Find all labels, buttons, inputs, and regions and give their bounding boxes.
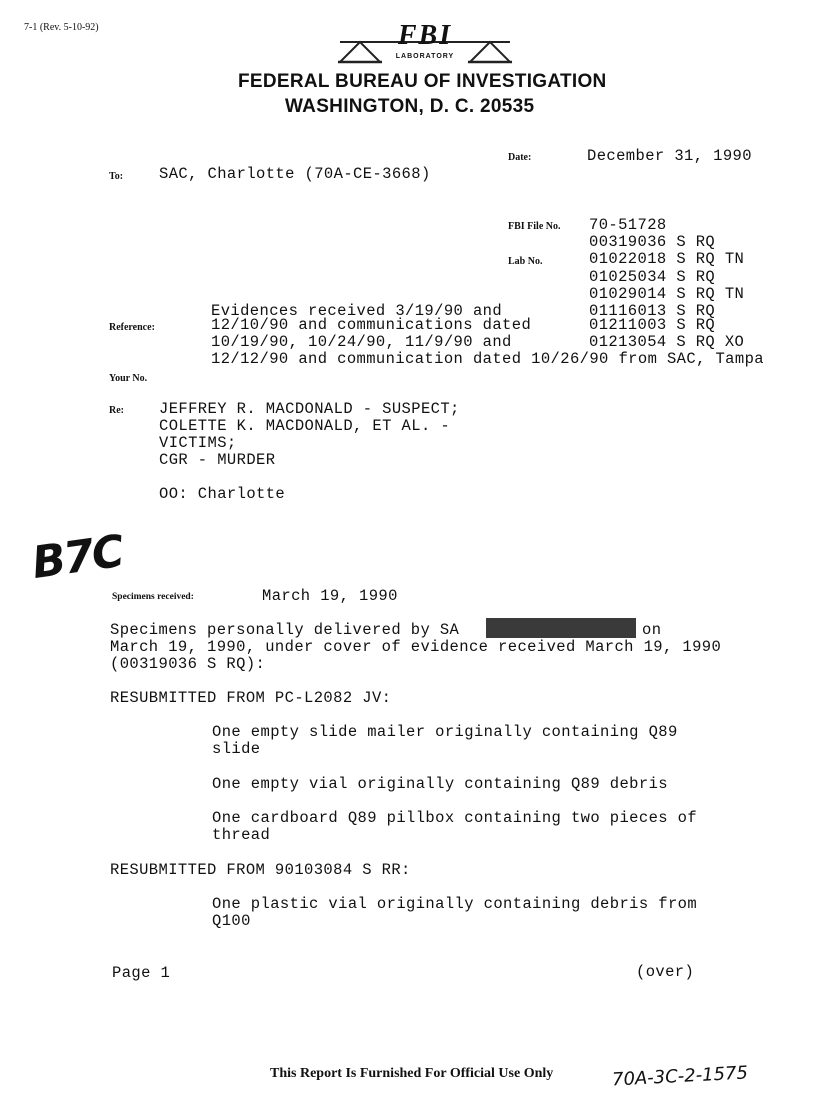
specimens-paragraph-line: March 19, 1990, under cover of evidence received March 19, 1990 xyxy=(110,638,722,656)
handwritten-b7c-mark: B7C xyxy=(28,525,126,590)
logo-laboratory-text: LABORATORY xyxy=(395,53,455,60)
date-label: Date: xyxy=(508,152,532,163)
over-indicator: (over) xyxy=(636,963,695,981)
lab-no-value: 01022018 S RQ TN xyxy=(589,250,745,268)
specimens-paragraph-line: on xyxy=(642,621,662,639)
lab-no-value: 01116013 S RQ xyxy=(589,302,716,320)
specimen-item-line: slide xyxy=(212,740,261,758)
file-no-label: FBI File No. xyxy=(508,221,561,232)
lab-no-value: 01213054 S RQ XO xyxy=(589,333,745,351)
specimen-item-line: One plastic vial originally containing debris from xyxy=(212,895,698,913)
agency-name: FEDERAL BUREAU OF INVESTIGATION xyxy=(238,71,607,92)
origin-office: OO: Charlotte xyxy=(159,485,286,503)
specimen-item-line: thread xyxy=(212,826,271,844)
re-line: VICTIMS; xyxy=(159,434,237,452)
section-heading: RESUBMITTED FROM 90103084 S RR: xyxy=(110,861,411,879)
lab-no-value: 01025034 S RQ xyxy=(589,268,716,286)
your-no-label: Your No. xyxy=(109,373,148,384)
reference-label: Reference: xyxy=(109,322,155,333)
file-no-value: 70-51728 xyxy=(589,216,667,234)
form-number: 7-1 (Rev. 5-10-92) xyxy=(24,22,99,33)
specimens-received-label: Specimens received: xyxy=(112,592,194,602)
lab-no-value: 01029014 S RQ TN xyxy=(589,285,745,303)
page-number: Page 1 xyxy=(112,964,171,982)
date-value: December 31, 1990 xyxy=(587,147,752,165)
redaction-block xyxy=(486,618,636,638)
logo-fbi-text: FBI xyxy=(397,20,453,51)
specimens-paragraph-line: Specimens personally delivered by SA xyxy=(110,621,460,639)
re-label: Re: xyxy=(109,405,124,416)
fbi-laboratory-logo xyxy=(330,22,520,68)
lab-no-value: 00319036 S RQ xyxy=(589,233,716,251)
specimen-item-line: One empty slide mailer originally containing Q89 xyxy=(212,723,678,741)
official-use-notice: This Report Is Furnished For Official Use Only xyxy=(270,1066,554,1081)
specimens-paragraph-line: (00319036 S RQ): xyxy=(110,655,266,673)
to-value: SAC, Charlotte (70A-CE-3668) xyxy=(159,165,431,183)
re-line: CGR - MURDER xyxy=(159,451,276,469)
re-line: JEFFREY R. MACDONALD - SUSPECT; xyxy=(159,400,460,418)
reference-line: 10/19/90, 10/24/90, 11/9/90 and xyxy=(211,333,512,351)
re-line: COLETTE K. MACDONALD, ET AL. - xyxy=(159,417,451,435)
agency-address: WASHINGTON, D. C. 20535 xyxy=(285,96,535,117)
handwritten-file-number: 70A-3C-2-1575 xyxy=(611,1062,749,1091)
specimen-item-line: One cardboard Q89 pillbox containing two pieces of xyxy=(212,809,698,827)
reference-line: Evidences received 3/19/90 and xyxy=(211,302,503,320)
specimen-item-line: Q100 xyxy=(212,912,251,930)
reference-line: 12/12/90 and communication dated 10/26/90 from SAC, Tampa xyxy=(211,350,764,368)
reference-line: 12/10/90 and communications dated xyxy=(211,316,532,334)
lab-no-label: Lab No. xyxy=(508,256,543,267)
specimens-received-date: March 19, 1990 xyxy=(262,587,398,605)
specimen-item-line: One empty vial originally containing Q89 debris xyxy=(212,775,668,793)
section-heading: RESUBMITTED FROM PC-L2082 JV: xyxy=(110,689,392,707)
lab-no-value: 01211003 S RQ xyxy=(589,316,716,334)
to-label: To: xyxy=(109,171,124,182)
